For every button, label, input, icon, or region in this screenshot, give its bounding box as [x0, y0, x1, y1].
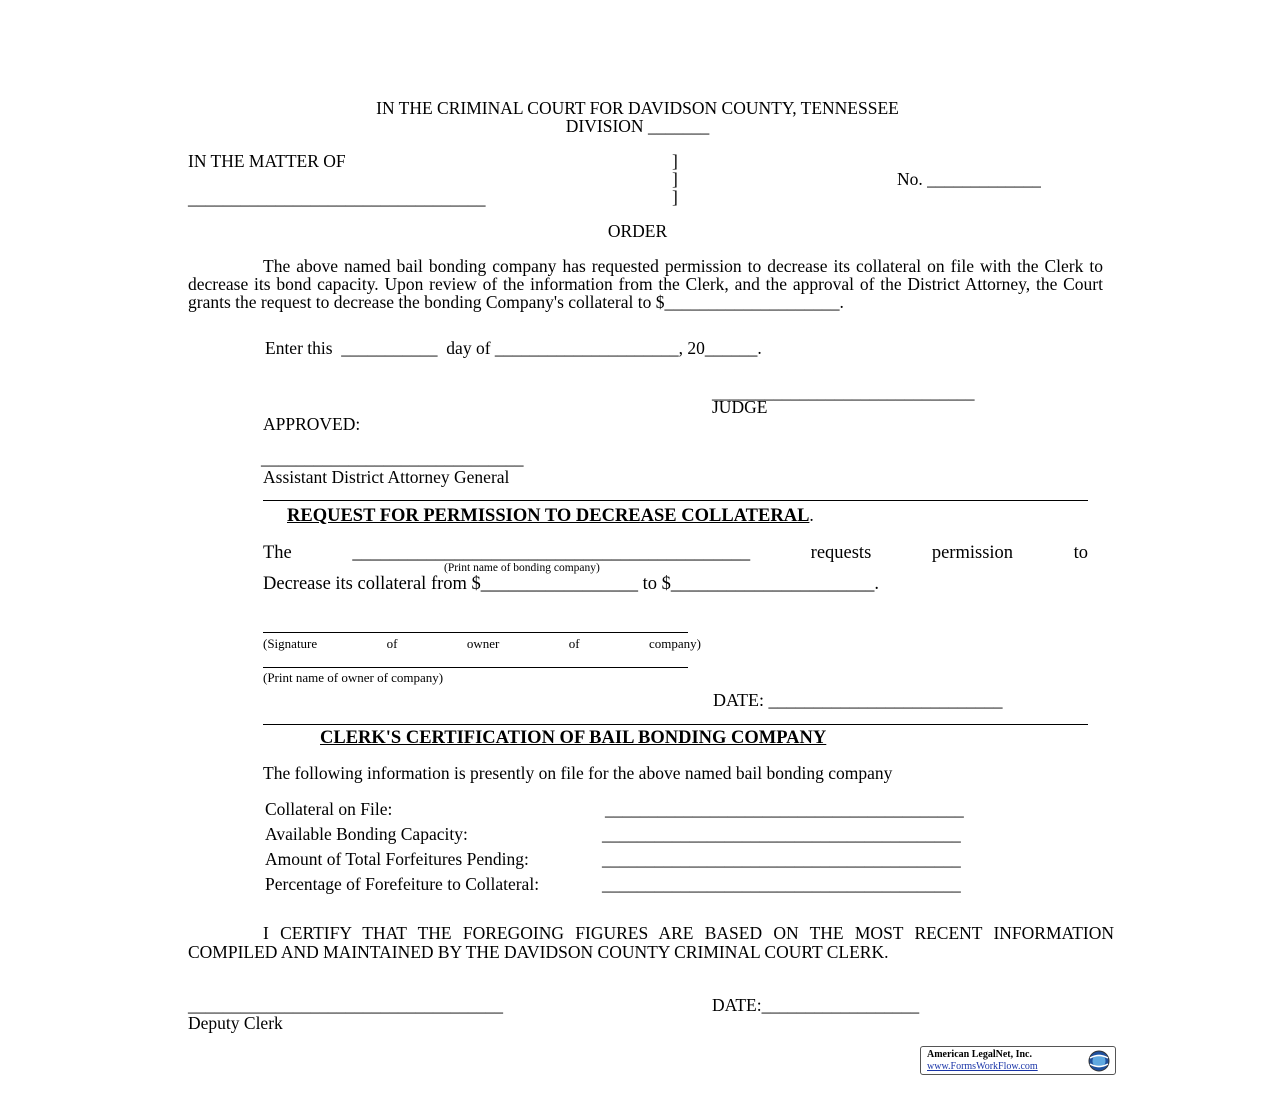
matter-label: IN THE MATTER OF: [188, 151, 346, 171]
american-legalnet-badge: [920, 1046, 1116, 1075]
case-number-field[interactable]: No. _____________: [897, 169, 1041, 189]
print-owner-label: (Print name of owner of company): [263, 670, 444, 685]
request-section-title: REQUEST FOR PERMISSION TO DECREASE COLLATERAL.: [287, 505, 814, 526]
court-heading: IN THE CRIMINAL COURT FOR DAVIDSON COUNTY, TENNESSEE: [376, 98, 899, 118]
caption-bracket: ]: [672, 169, 678, 189]
caption-bracket: ]: [672, 187, 678, 207]
enter-date-line[interactable]: Enter this ___________ day of _____________________, 20______.: [265, 338, 762, 358]
order-paragraph: The above named bail bonding company has requested permission to decrease its collateral on file with the Clerk to decrease its bond capacity. Upon review of the information from the Clerk, and the approval of the District Attorney, the Court grants the request to decrease the bonding Company's collateral to $____________________.: [188, 256, 1103, 312]
ada-signature-line[interactable]: ______________________________: [261, 448, 524, 468]
forfeitures-pending-field[interactable]: _________________________________________: [602, 849, 961, 869]
request-date-field[interactable]: DATE: __________________________: [713, 690, 1003, 710]
forfeiture-percentage-field[interactable]: _________________________________________: [602, 874, 961, 894]
judge-signature-line[interactable]: ______________________________: [712, 382, 975, 402]
order-title: ORDER: [607, 221, 668, 241]
company-name: American LegalNet, Inc.: [927, 1049, 1032, 1060]
collateral-on-file-field[interactable]: _________________________________________: [605, 799, 964, 819]
clerk-date-field[interactable]: DATE:__________________: [712, 995, 920, 1015]
field-label: Available Bonding Capacity:: [265, 824, 468, 844]
clerk-section-title: CLERK'S CERTIFICATION OF BAIL BONDING COMPANY: [320, 728, 827, 748]
deputy-clerk-label: Deputy Clerk: [188, 1013, 283, 1033]
approved-label: APPROVED:: [263, 414, 361, 434]
globe-logo-icon: [1087, 1049, 1111, 1073]
section-divider: [263, 500, 1088, 501]
division-line: DIVISION _______: [565, 116, 710, 136]
request-company-line[interactable]: The ___________________________________________ requests permission to: [263, 543, 1088, 563]
clerk-intro: The following information is presently on file for the above named bail bonding company: [263, 763, 893, 783]
field-label: Amount of Total Forfeitures Pending:: [265, 849, 529, 869]
print-company-label: (Print name of bonding company): [444, 562, 600, 574]
owner-signature-line[interactable]: [263, 632, 688, 633]
judge-label: JUDGE: [712, 397, 768, 417]
matter-name-field[interactable]: __________________________________: [188, 188, 486, 208]
request-amount-line[interactable]: Decrease its collateral from $_________________ to $______________________.: [263, 574, 880, 594]
owner-print-line[interactable]: [263, 667, 688, 668]
bonding-capacity-field[interactable]: _________________________________________: [602, 824, 961, 844]
company-url-link[interactable]: www.FormsWorkFlow.com: [927, 1061, 1038, 1072]
field-label: Percentage of Forefeiture to Collateral:: [265, 874, 540, 894]
certification-paragraph: I CERTIFY THAT THE FOREGOING FIGURES ARE BASED ON THE MOST RECENT INFORMATION COMPILED AND MAINTAINED BY THE DAVIDSON COUNTY CRIMINAL COURT CLERK.: [188, 923, 1114, 962]
caption-bracket: ]: [672, 151, 678, 171]
field-label: Collateral on File:: [265, 799, 393, 819]
signature-label: (Signature of owner of company): [263, 636, 701, 651]
ada-label: Assistant District Attorney General: [263, 467, 510, 487]
deputy-signature-line[interactable]: ____________________________________: [188, 995, 503, 1015]
section-divider: [263, 724, 1088, 725]
